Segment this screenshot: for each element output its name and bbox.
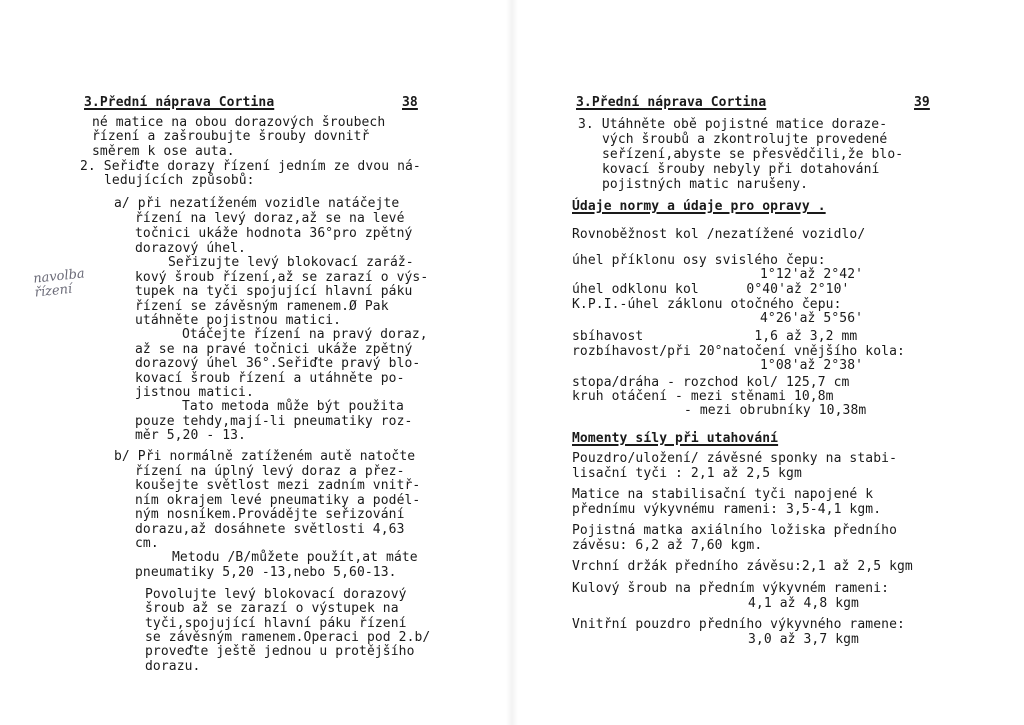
text-line: Seřizujte levý blokovací zaráž-	[168, 255, 414, 270]
text-line: dorazu,až dosáhnete světlosti 4,63	[135, 522, 405, 537]
text-line: řízení na úplný levý doraz a přez-	[135, 464, 405, 479]
text-line: jistnou matici.	[135, 385, 254, 400]
page-header-title: 3.Přední náprava Cortina	[84, 95, 275, 110]
text-line: 2. Seřiďte dorazy řízení jedním ze dvou ná-	[80, 159, 421, 174]
text-line: řízení a zašroubujte šrouby dovnitř	[92, 129, 370, 144]
text-line: koušejte světlost mezi zadním vnitř-	[135, 478, 421, 493]
text-line: až se na pravé točnici ukáže zpětný	[135, 342, 413, 357]
page-header-title: 3.Přední náprava Cortina	[576, 95, 767, 110]
section-heading: Momenty síly při utahování	[572, 431, 779, 446]
text-line: točnici ukáže hodnota 36°pro zpětný	[135, 226, 413, 241]
text-line: Matice na stabilisační tyči napojené k	[572, 487, 874, 502]
text-line: né matice na obou dorazových šroubech	[92, 115, 386, 130]
text-line: kový šroub řízení,až se zarazí o výs-	[135, 270, 429, 285]
text-line: sbíhavost 1,6 až 3,2 mm	[572, 329, 858, 344]
text-line: ným nosníkem.Provádějte seřizování	[135, 507, 405, 522]
text-line: dorazu.	[145, 659, 201, 674]
text-line: stopa/dráha - rozchod kol/ 125,7 cm	[572, 375, 850, 390]
text-line: Otáčejte řízení na pravý doraz,	[182, 327, 428, 342]
text-line: proveďte ještě jednou u protějšího	[145, 644, 415, 659]
text-line: řízení se závěsným ramenem.Ø Pak	[135, 299, 389, 314]
text-line: lisační tyči : 2,1 až 2,5 kgm	[572, 466, 802, 481]
text-line: 1°12'až 2°42'	[760, 267, 864, 282]
text-line: a/ při nezatíženém vozidle natáčejte	[114, 196, 400, 211]
section-heading: Údaje normy a údaje pro opravy .	[572, 199, 826, 214]
text-line: tyči,spojující hlavní páku řízení	[145, 616, 407, 631]
text-line: rozbíhavost/při 20°natočení vnějšího kola:	[572, 344, 905, 359]
text-line: seřízení,abyste se přesvědčili,že blo-	[602, 147, 904, 162]
text-line: Tato metoda může být použita	[182, 399, 404, 414]
text-line: 4°26'až 5°56'	[760, 311, 864, 326]
text-line: úhel příklonu osy svislého čepu:	[572, 253, 826, 268]
text-line: K.P.I.-úhel záklonu otočného čepu:	[572, 297, 842, 312]
text-line: se závěsným ramenem.Operaci pod 2.b/	[145, 630, 431, 645]
section-heading: Rovnoběžnost kol /nezatížené vozidlo/	[572, 227, 866, 242]
text-line: kovací šroub řízení a utáhněte po-	[135, 371, 405, 386]
text-line: přednímu výkyvnému rameni: 3,5-4,1 kgm.	[572, 502, 882, 517]
text-line: tupek na tyči spojující hlavní páku	[135, 284, 413, 299]
text-line: Vrchní držák předního závěsu:2,1 až 2,5 kgm	[572, 559, 913, 574]
text-line: úhel odklonu kol 0°40'až 2°10'	[572, 282, 850, 297]
text-line: Kulový šroub na předním výkyvném rameni:	[572, 581, 890, 596]
text-line: směrem k ose auta.	[92, 144, 235, 159]
text-line: ním okrajem levé pneumatiky a podél-	[135, 493, 421, 508]
text-line: pojistných matic narušeny.	[602, 177, 809, 192]
text-line: Pouzdro/uložení/ závěsné sponky na stabi-	[572, 451, 897, 466]
text-line: Povolujte levý blokovací dorazový	[145, 587, 407, 602]
text-line: 1°08'až 2°38'	[760, 358, 864, 373]
text-line: 3,0 až 3,7 kgm	[748, 632, 859, 647]
text-line: šroub až se zarazí o výstupek na	[145, 601, 399, 616]
page-number: 39	[914, 95, 930, 110]
handwritten-margin-note: navolba řízení	[32, 266, 86, 301]
text-line: pneumatiky 5,20 -13,nebo 5,60-13.	[135, 565, 397, 580]
text-line: 3. Utáhněte obě pojistné matice doraze-	[578, 117, 888, 132]
text-line: b/ Při normálně zatíženém autě natočte	[114, 449, 416, 464]
right-page	[512, 0, 1024, 725]
text-line: měr 5,20 - 13.	[135, 428, 246, 443]
text-line: 4,1 až 4,8 kgm	[748, 596, 859, 611]
text-line: Metodu /B/můžete použít,at máte	[172, 550, 418, 565]
text-line: dorazový úhel.	[135, 241, 246, 256]
text-line: kruh otáčení - mezi stěnami 10,8m	[572, 389, 834, 404]
text-line: závěsu: 6,2 až 7,60 kgm.	[572, 538, 763, 553]
text-line: cm.	[135, 536, 159, 551]
text-line: řízení na levý doraz,až se na levé	[135, 211, 405, 226]
text-line: Pojistná matka axiálního ložiska předního	[572, 523, 897, 538]
page-number: 38	[402, 95, 418, 110]
text-line: utáhněte pojistnou matici.	[135, 313, 342, 328]
text-line: ledujících způsobů:	[104, 173, 255, 188]
text-line: pouze tehdy,mají-li pneumatiky roz-	[135, 414, 413, 429]
text-line: dorazový úhel 36°.Seřiďte pravý blo-	[135, 356, 421, 371]
text-line: Vnitřní pouzdro předního výkyvného ramene:	[572, 617, 905, 632]
text-line: kovací šrouby nebyly při dotahování	[602, 162, 880, 177]
text-line: vých šroubů a zkontrolujte provedené	[602, 132, 888, 147]
text-line: - mezi obrubníky 10,38m	[684, 403, 867, 418]
